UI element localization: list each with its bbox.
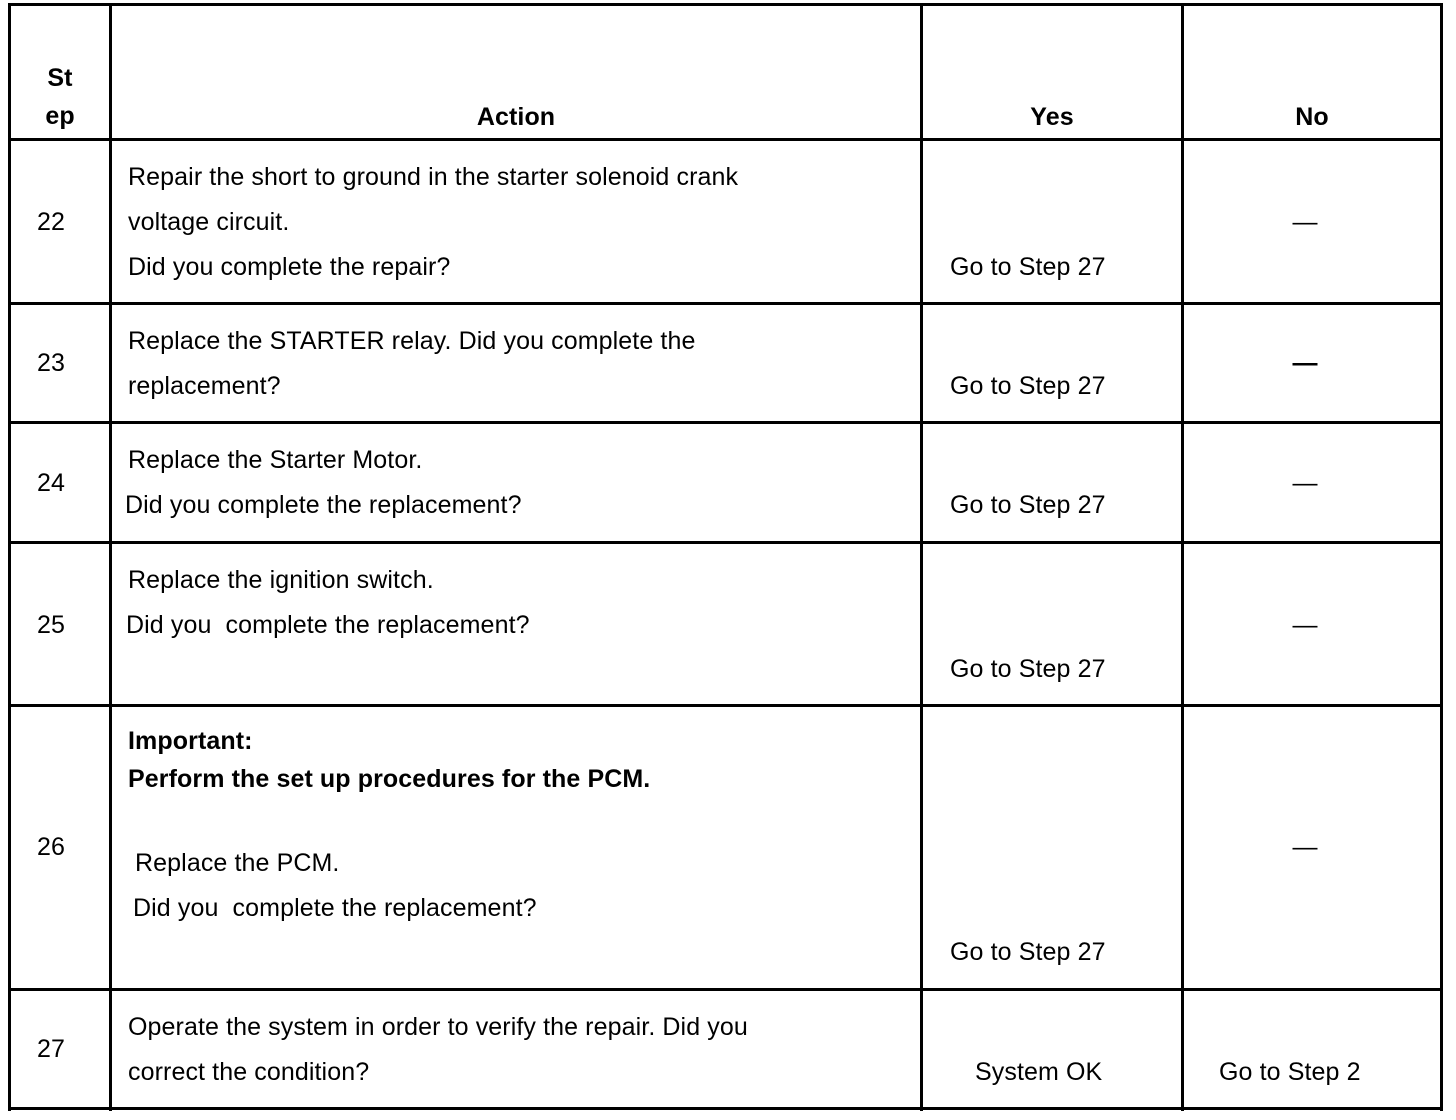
action-line: Did you complete the replacement? — [133, 894, 537, 922]
action-line: voltage circuit. — [128, 208, 290, 236]
step-number: 26 — [36, 833, 65, 861]
grid-line — [8, 3, 1443, 6]
action-line: Did you complete the replacement? — [125, 491, 522, 519]
grid-line — [8, 4, 11, 1111]
yes-result: Go to Step 27 — [950, 253, 1106, 281]
action-line: Repair the short to ground in the starter solenoid crank — [128, 163, 739, 191]
grid-line — [8, 988, 1443, 991]
action-line: Did you complete the replacement? — [126, 611, 530, 639]
yes-result: Go to Step 27 — [950, 491, 1106, 519]
action-line: replacement? — [128, 372, 281, 400]
grid-line — [8, 421, 1443, 424]
yes-result: Go to Step 27 — [950, 938, 1106, 966]
yes-result: System OK — [975, 1058, 1103, 1086]
grid-line — [8, 138, 1443, 141]
no-result: — — [1292, 208, 1318, 236]
header-no: No — [1295, 103, 1329, 131]
yes-result: Go to Step 27 — [950, 372, 1106, 400]
no-result: — — [1292, 611, 1318, 639]
header-step — [11, 63, 109, 131]
header-action: Action — [476, 103, 556, 131]
grid-line — [8, 541, 1443, 544]
header-step-line1: St — [47, 64, 73, 92]
action-line: correct the condition? — [128, 1058, 370, 1086]
no-result: — — [1292, 349, 1318, 377]
important-label: Important: — [128, 727, 253, 755]
action-line: Replace the ignition switch. — [128, 566, 434, 594]
action-line: Replace the STARTER relay. Did you complete the — [128, 327, 696, 355]
important-text: Perform the set up procedures for the PCM. — [128, 765, 651, 793]
action-line: Did you complete the repair? — [128, 253, 451, 281]
step-number: 27 — [36, 1035, 65, 1063]
grid-line — [8, 1107, 1443, 1110]
step-number: 25 — [36, 611, 65, 639]
header-yes: Yes — [1030, 103, 1074, 131]
header-step-line2: ep — [45, 102, 75, 130]
action-line: Replace the Starter Motor. — [128, 446, 423, 474]
grid-line — [8, 704, 1443, 707]
action-line: Replace the PCM. — [135, 849, 340, 877]
no-result: — — [1292, 469, 1318, 497]
grid-line — [1181, 4, 1184, 1111]
action-line: Operate the system in order to verify the repair. Did you — [128, 1013, 748, 1041]
step-number: 24 — [36, 469, 65, 497]
step-number: 22 — [36, 208, 65, 236]
step-number: 23 — [36, 349, 65, 377]
no-result: — — [1292, 833, 1318, 861]
grid-line — [1440, 4, 1443, 1111]
no-result: Go to Step 2 — [1219, 1058, 1361, 1086]
yes-result: Go to Step 27 — [950, 655, 1106, 683]
grid-line — [8, 302, 1443, 305]
grid-line — [920, 4, 923, 1111]
grid-line — [109, 4, 112, 1111]
